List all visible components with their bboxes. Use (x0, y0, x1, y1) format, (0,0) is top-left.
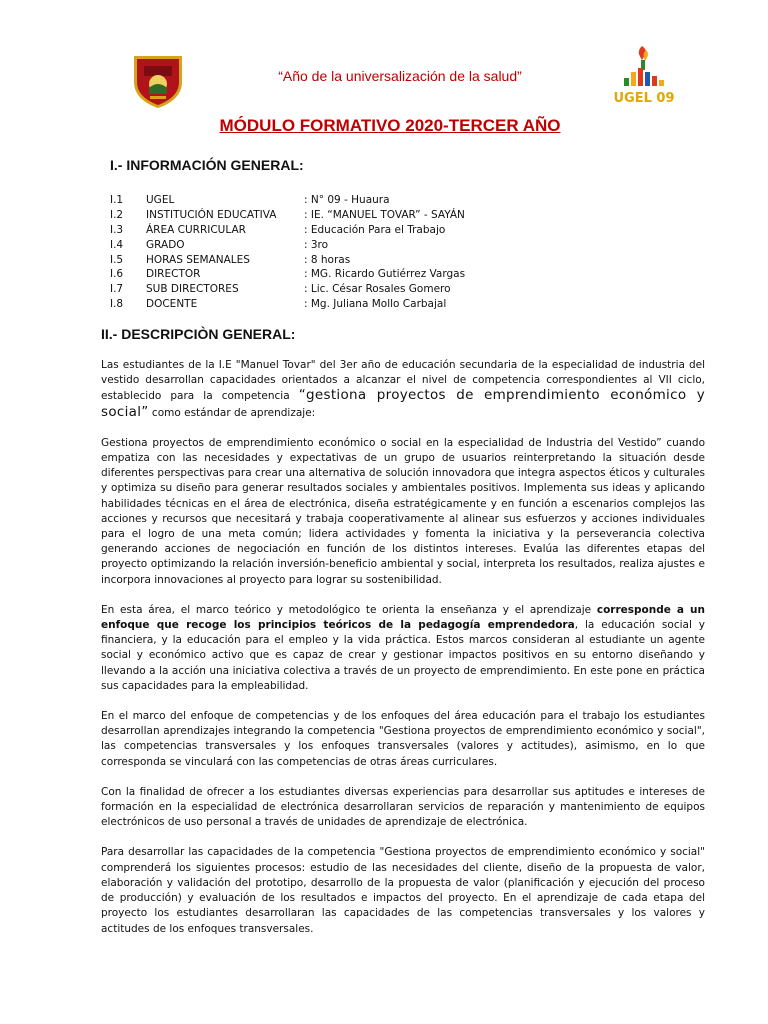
info-row-label: DIRECTOR (146, 268, 201, 281)
school-crest-logo (130, 52, 186, 110)
info-row-label: DOCENTE (146, 298, 198, 311)
info-row-value: : Educación Para el Trabajo (304, 223, 446, 236)
info-row-number: I.6 (110, 268, 124, 281)
info-row-value: : MG. Ricardo Gutiérrez Vargas (304, 268, 466, 281)
info-row-value: : Mg. Juliana Mollo Carbajal (304, 298, 447, 311)
info-row-label: INSTITUCIÓN EDUCATIVA (146, 208, 277, 221)
description-body (101, 358, 705, 952)
document-title: MÓDULO FORMATIVO 2020-TERCER AÑO (219, 116, 561, 135)
info-row-value: : N° 09 - Huaura (304, 194, 390, 206)
paragraph-processes: Para desarrollar las capacidades de la competencia "Gestiona proyectos de emprendimiento económico y social" comprenderá los siguientes procesos: estudio de las necesidades del cliente, diseño de la propuesta de valor, elaboración y validación del prototipo, desarrollo de la propuesta de valor (planificación y ejecución del proceso de producción) y evaluación de los resultados e impactos del proyecto. En el aprendizaje de cada etapa del proyecto los estudiantes desarrollaran las capacidades de las competencias transversales y los valores y actitudes de los enfoques transversales. (101, 846, 705, 935)
info-row (110, 282, 465, 297)
info-row (110, 223, 465, 238)
info-row (110, 253, 465, 268)
paragraph-text: Las estudiantes de la I.E "Manuel Tovar" del 3er año de educación secundaria de la especialidad de industria del vestido desarrollan capacidades orientados a alcanzar el nivel de competencia correspondientes al VII ciclo, establecido para la competencia (101, 359, 705, 403)
general-info-table (110, 193, 465, 312)
info-row (110, 297, 465, 312)
info-row-label: GRADO (146, 238, 185, 251)
info-row-number: I.8 (110, 298, 124, 311)
info-row-number: I.5 (110, 253, 124, 266)
info-row (110, 238, 465, 253)
paragraph-text: como estándar de aprendizaje: (148, 406, 316, 419)
info-row-number: I.1 (110, 194, 124, 206)
competency-name: “gestiona proyectos de emprendimiento económico y social” (101, 387, 706, 420)
info-row-value: : 8 horas (304, 253, 351, 266)
info-row-value: : 3ro (304, 238, 329, 251)
info-row-label: HORAS SEMANALES (146, 253, 250, 266)
ugel-logo-text: UGEL 09 (613, 91, 675, 106)
info-row-label: SUB DIRECTORES (146, 283, 239, 296)
info-row (110, 267, 465, 282)
paragraph-competency-framework: En el marco del enfoque de competencias y de los enfoques del área educación para el trabajo los estudiantes desarrollan aprendizajes integrando la competencia "Gestiona proyectos de emprendimiento económico y social", las competencias transversales y los enfoques transversales (valores y actitudes), asimismo, en lo que corresponda se vinculará con las competencias de otras áreas curriculares. (101, 710, 705, 768)
general-info-heading: I.- INFORMACIÓN GENERAL: (110, 157, 304, 173)
info-row (110, 193, 465, 208)
year-motto: “Año de la universalización de la salud” (278, 68, 522, 84)
info-row-number: I.4 (110, 238, 124, 251)
info-row-number: I.3 (110, 223, 124, 236)
ugel-logo (612, 42, 676, 108)
emphasized-text: corresponde a un enfoque que recoge los principios teóricos de la pedagogía emprendedora (101, 603, 706, 632)
paragraph-text: , la educación social y financiera, y la educación para el empleo y la vida práctica. Estos marcos consideran al estudiante un agente social y económico activo que es capaz de crear y gestionar impactos positivos en su entorno diseñando y llevando a la acción una iniciativa colectiva a través de un proyecto de emprendimiento. En este pone en práctica sus capacidades para la empleabilidad. (101, 619, 706, 692)
info-row-number: I.7 (110, 283, 124, 296)
general-description-heading: II.- DESCRIPCIÒN GENERAL: (101, 326, 296, 342)
paragraph-competency-intro (101, 358, 705, 421)
info-row-value: : IE. “MANUEL TOVAR” - SAYÁN (304, 208, 465, 221)
info-row-value: : Lic. César Rosales Gomero (304, 283, 451, 296)
info-row-number: I.2 (110, 208, 124, 221)
paragraph-theoretical-framework (101, 603, 705, 694)
paragraph-text: En esta área, el marco teórico y metodológico te orienta la enseñanza y el aprendizaje (101, 603, 597, 616)
info-row-label: UGEL (146, 194, 175, 206)
info-row-label: ÁREA CURRICULAR (146, 223, 246, 236)
info-row (110, 208, 465, 223)
paragraph-competency-standard: Gestiona proyectos de emprendimiento económico o social en la especialidad de Industria del Vestido” cuando empatiza con las necesidades y expectativas de un grupo de usuarios reinterpretando la situación desde diferentes perspectivas para crear una alternativa de solución innovadora que integra aspectos éticos y culturales y optimiza su diseño para generar resultados sociales y ambientales positivos. Implementa sus ideas y aplicando habilidades técnicas en el área de electrónica, diseña estratégicamente y en función a escenarios complejos las acciones y recursos que necesitará y trabaja cooperativamente al alinear sus esfuerzos y acciones individuales para el logro de una meta común; lidera actividades y fomenta la iniciativa y la perseverancia colectiva generando acciones de negociación en función de los distintos intereses. Evalúa las diferentes etapas del proyecto optimizando la relación inversión-beneficio ambiental y social, interpreta los resultados, realiza ajustes e incorpora innovaciones al proyecto para lograr su sostenibilidad. (101, 436, 705, 586)
paragraph-purpose: Con la finalidad de ofrecer a los estudiantes diversas experiencias para desarrollar sus aptitudes e intereses de formación en la especialidad de electrónica desarrollaran servicios de reparación y mantenimiento de equipos electrónicos de uso personal a través de unidades de aprendizaje de electrónica. (101, 785, 705, 829)
